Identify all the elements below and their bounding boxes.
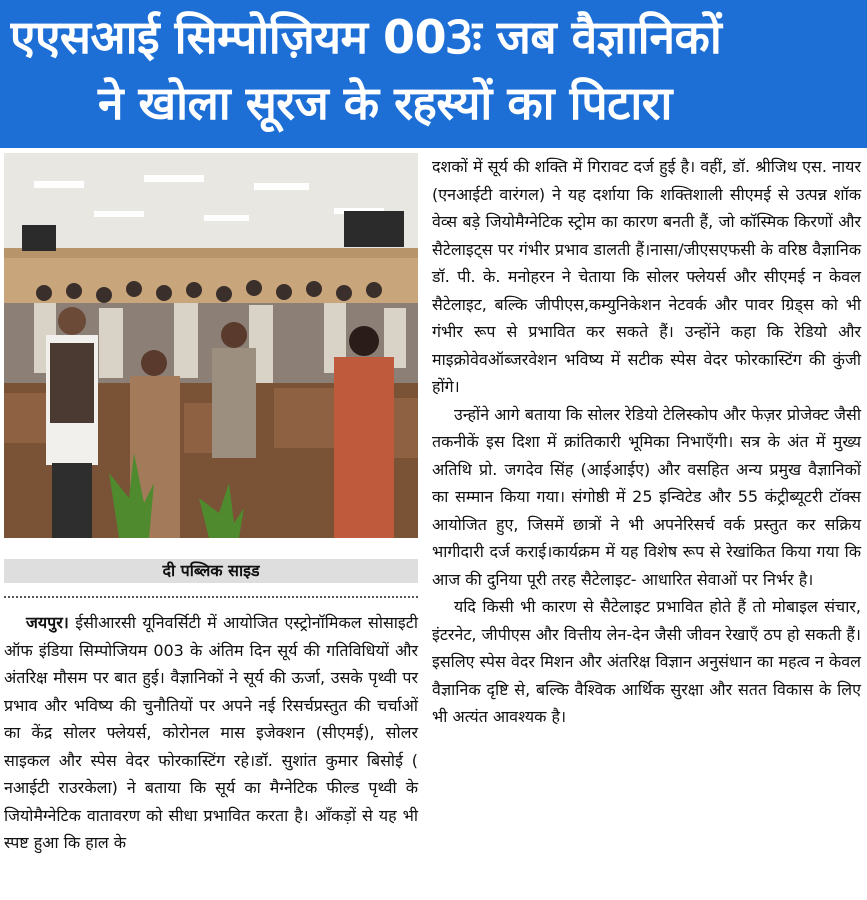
event-photo	[4, 153, 418, 538]
right-paragraph-3: यदि किसी भी कारण से सैटेलाइट प्रभावित होते हैं तो मोबाइल संचार, इंटरनेट, जीपीएस और वित्तीय लेन-देन जैसी जीवन रेखाएँ ठप हो सकती हैं। इसलिए स्पेस वेदर मिशन और अंतरिक्ष विज्ञान अनुसंधान का महत्व न केवल वैज्ञानिक दृष्टि से, बल्कि वैश्विक आर्थिक सुरक्षा और सतत विकास के लिए भी अत्यंत आवश्यक है।	[432, 597, 861, 726]
headline-banner	[0, 0, 867, 148]
byline: दी पब्लिक साइड	[4, 559, 418, 583]
left-column	[4, 609, 418, 857]
right-paragraph-2: उन्होंने आगे बताया कि सोलर रेडियो टेलिस्कोप और फेज़र प्रोजेक्ट जैसी तकनीकें इस दिशा में क्रांतिकारी भूमिका निभाएँगी। सत्र के अंत में मुख्य अतिथि प्रो. जगदेव सिंह (आईआईए) और वसहित अन्य प्रमुख वैज्ञानिकों का सम्मान किया गया। संगोष्ठी में 25 इन्विटेड और 55 कंट्रीब्यूटरी टॉक्स आयोजित हुए, जिसमें छात्रों ने भी अपनेरिसर्च वर्क प्रस्तुत कर सक्रिय भागीदारी दर्ज कराई।कार्यक्रम में यह विशेष रूप से रेखांकित किया गया कि आज की दुनिया पूरी तरह सैटेलाइट- आधारित सेवाओं पर निर्भर है।	[432, 404, 861, 589]
left-paragraph	[4, 609, 418, 857]
left-body-text: ईसीआरसी यूनिवर्सिटी में आयोजित एस्ट्रोनॉमिकल सोसाइटी ऑफ इंडिया सिम्पोजियम 003 के अंतिम दिन सूर्य की गतिविधियों और अंतरिक्ष मौसम पर बात हुई। वैज्ञानिकों ने सूर्य की ऊर्जा, उसके पृथ्वी पर प्रभाव और भविष्य की चुनौतियों पर अपने नई रिसर्चप्रस्तुत की चर्चाओं का केंद्र सोलर फ्लेयर्स, कोरोनल मास इजेक्शन (सीएमई), सोलर साइकल और स्पेस वेदर फोरकास्टिंग रहे।डॉ. सुशांत कुमार बिसोई ( नआईटी राउरकेला) ने बताया कि सूर्य का मैग्नेटिक फील्ड पृथ्वी के जियोमैग्नेटिक वातावरण को सीधा प्रभावित करता है। आँकड़ों से यह भी स्पष्ट हुआ कि हाल के	[4, 613, 418, 852]
dotted-divider	[4, 596, 418, 598]
right-column	[432, 153, 861, 731]
dateline: जयपुर।	[26, 613, 69, 632]
auditorium-photo-illustration	[4, 153, 418, 538]
headline-line-2: ने खोला सूरज के रहस्यों का पिटारा	[98, 76, 672, 130]
right-paragraph-1: दशकों में सूर्य की शक्ति में गिरावट दर्ज हुई है। वहीं, डॉ. श्रीजिथ एस. नायर (एनआईटी वारंगल) ने यह दर्शाया कि शक्तिशाली सीएमई से उत्पन्न शॉक वेव्स बड़े जियोमैग्नेटिक स्ट्रोम का कारण बनती हैं, जो कॉस्मिक किरणों और सैटेलाइट्स पर गंभीर प्रभाव डालती हैं।नासा/जीएसएफसी के वरिष्ठ वैज्ञानिक डॉ. पी. के. मनोहरन ने चेताया कि सोलर फ्लेयर्स और सीएमई न केवल सैटेलाइट, बल्कि जीपीएस,कम्युनिकेशन नेटवर्क और पावर ग्रिड्स को भी गंभीर रूप से प्रभावित कर सकते हैं। उन्होंने कहा कि रेडियो और माइक्रोवेवऑब्जरवेशन भविष्य में सटीक स्पेस वेदर फोरकास्टिंग की कुंजी होंगे।	[432, 157, 861, 396]
headline-line-1: एएसआई सिम्पोज़ियम 003ः जब वैज्ञानिकों	[10, 10, 722, 64]
